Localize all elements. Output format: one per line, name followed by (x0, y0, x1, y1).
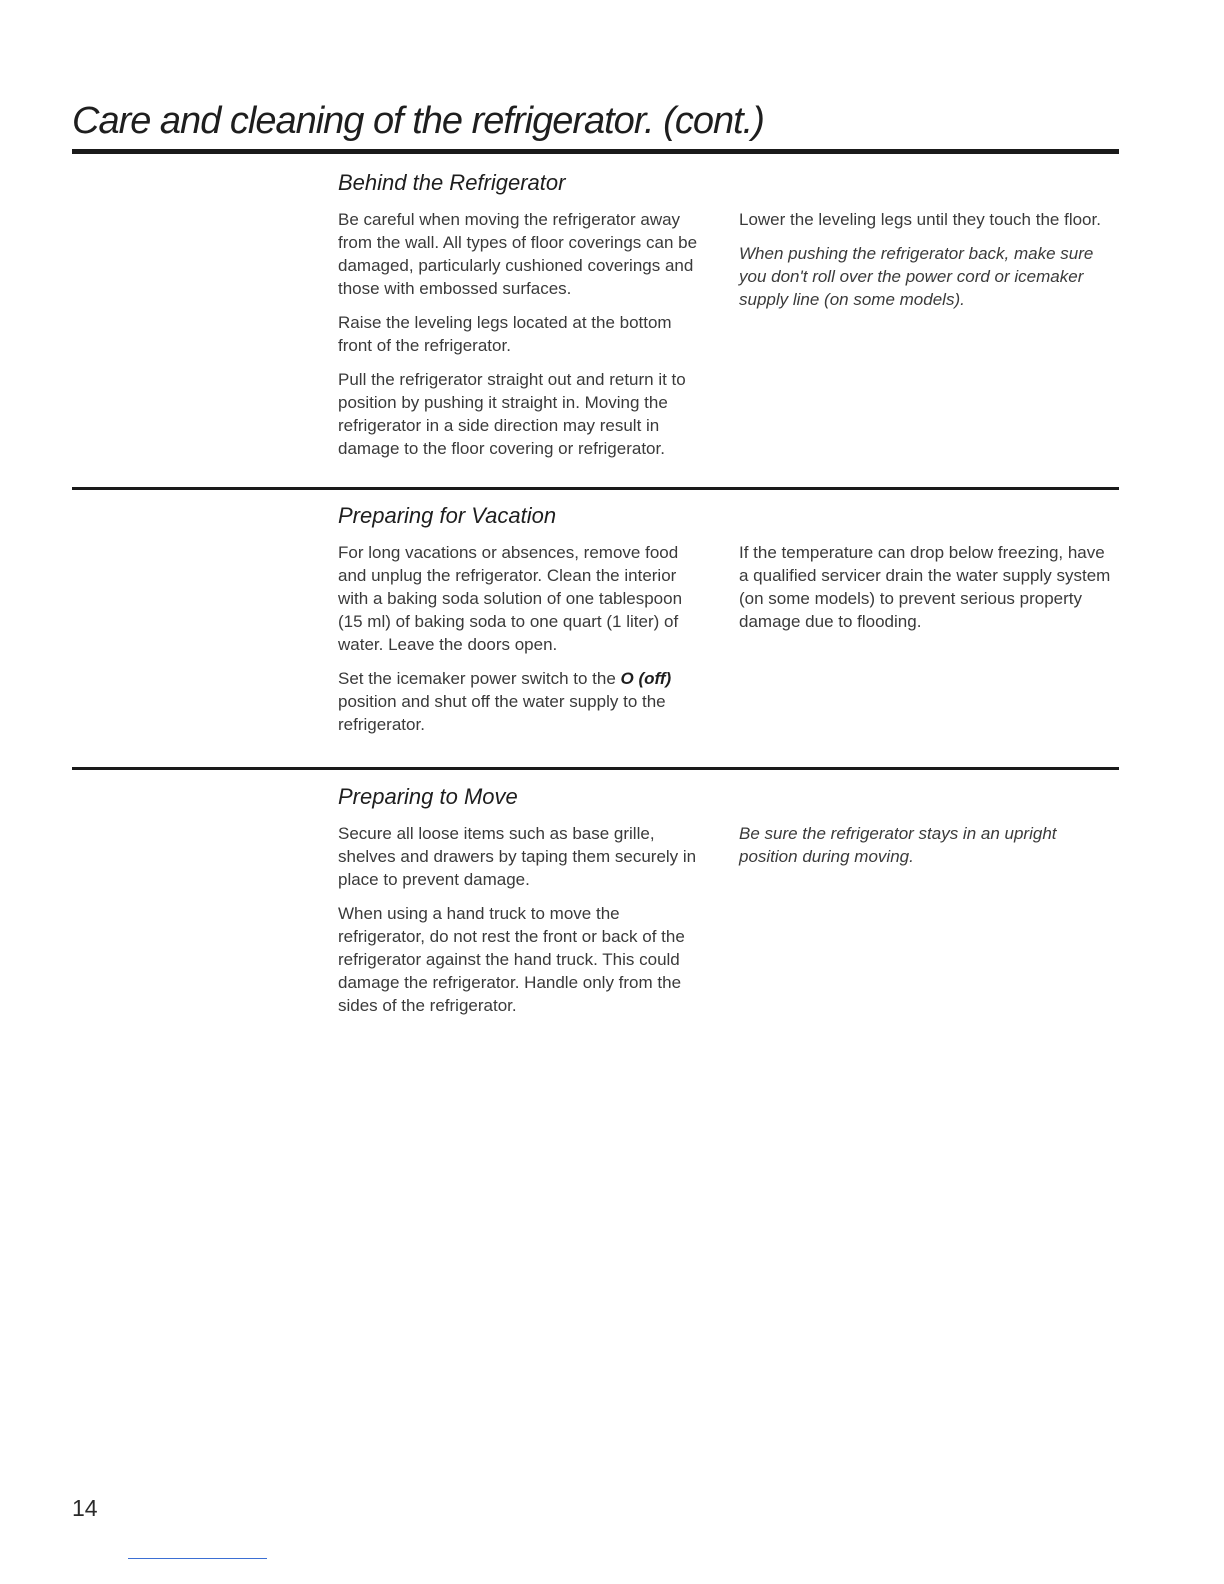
paragraph-text: Set the icemaker power switch to the (338, 669, 621, 688)
right-column (739, 208, 1118, 322)
left-column (338, 208, 710, 471)
footer-link-underline (128, 1558, 267, 1559)
section-heading: Preparing for Vacation (338, 503, 557, 528)
section-heading: Preparing to Move (338, 784, 518, 809)
left-column (338, 541, 710, 747)
section-preparing-for-vacation (338, 503, 1118, 734)
section-divider (72, 487, 1119, 490)
section-heading: Behind the Refrigerator (338, 170, 566, 195)
page-title: Care and cleaning of the refrigerator. (cont.) (72, 100, 764, 142)
right-column (739, 541, 1118, 644)
paragraph: For long vacations or absences, remove food and unplug the refrigerator. Clean the interior with a baking soda solution of one tablespoon (15 ml) of baking soda to one quart (1 liter) of water. Leave the doors open. (338, 543, 683, 654)
left-column (338, 822, 710, 1028)
section-preparing-to-move (338, 784, 1118, 1015)
paragraph: Raise the leveling legs located at the bottom front of the refrigerator. (338, 313, 672, 355)
paragraph: Pull the refrigerator straight out and return it to position by pushing it straight in. Moving the refrigerator in a side direction may result in damage to the floor covering or refrigerator. (338, 370, 686, 458)
page-number: 14 (72, 1495, 98, 1521)
caution-note: Be sure the refrigerator stays in an upright position during moving. (739, 824, 1057, 866)
paragraph: Lower the leveling legs until they touch the floor. (739, 210, 1101, 229)
section-divider (72, 767, 1119, 770)
paragraph-text: position and shut off the water supply to the refrigerator. (338, 692, 666, 734)
paragraph: Be careful when moving the refrigerator away from the wall. All types of floor coverings can be damaged, particularly cushioned coverings and those with embossed surfaces. (338, 210, 698, 298)
title-divider (72, 149, 1119, 154)
paragraph: When using a hand truck to move the refrigerator, do not rest the front or back of the refrigerator against the hand truck. This could damage the refrigerator. Handle only from the sides of the refrigerator. (338, 904, 685, 1015)
switch-position-label: O (off) (620, 669, 672, 688)
paragraph (338, 667, 710, 736)
caution-note: When pushing the refrigerator back, make sure you don't roll over the power cord or icemaker supply line (on some models). (739, 244, 1094, 309)
paragraph: Secure all loose items such as base grille, shelves and drawers by taping them securely in place to prevent damage. (338, 824, 697, 889)
paragraph: If the temperature can drop below freezing, have a qualified servicer drain the water supply system (on some models) to prevent serious property damage due to flooding. (739, 543, 1111, 631)
right-column (739, 822, 1118, 879)
section-behind-refrigerator (338, 170, 1118, 458)
